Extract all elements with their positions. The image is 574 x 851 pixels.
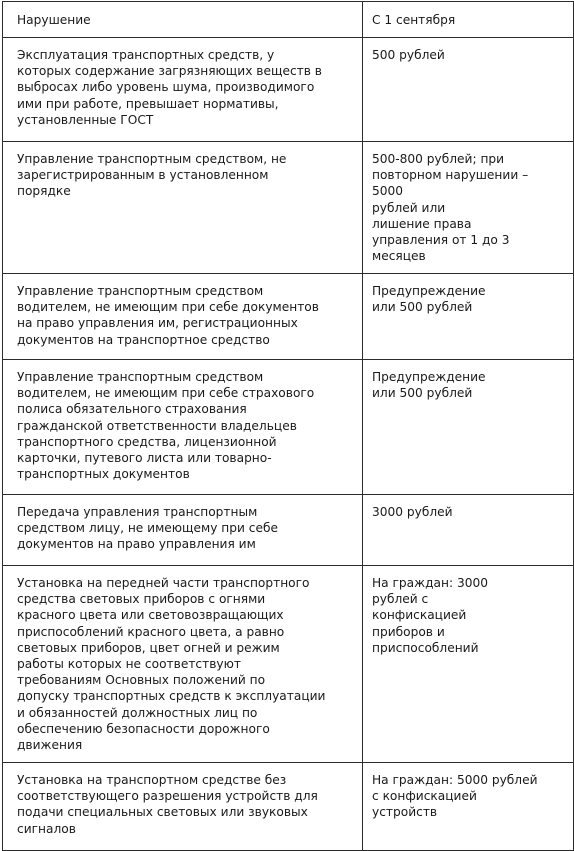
- table-header-row: [3, 2, 574, 38]
- fine-cell: 500-800 рублей; при повторном нарушении – 5000 рублей или лишение права управления от 1 до 3 месяцев: [363, 142, 574, 274]
- violation-cell: Установка на передней части транспортного средства световых приборов с огнями красного цвета или световозвращающих приспособлений красного цвета, а равно световых приборов, цвет огней и режим работы которых не соответствуют требованиям Основных положений по допуску транспортных средств к эксплуатации и обязанностей должностных лиц по обеспечению безопасности дорожного движения: [3, 566, 363, 763]
- violation-cell: Управление транспортным средством водителем, не имеющим при себе страхового полиса обязательного страхования гражданской ответственности владельцев транспортного средства, лицензионной карточки, путевого листа или товарно- транспортных документов: [3, 360, 363, 495]
- fine-cell: На граждан: 3000 рублей с конфискацией приборов и приспособлений: [363, 566, 574, 763]
- fine-cell: На граждан: 5000 рублей с конфискацией устройств: [363, 763, 574, 851]
- table-row: [3, 38, 574, 142]
- fine-cell: 500 рублей: [363, 38, 574, 142]
- header-violation: Нарушение: [3, 2, 363, 38]
- violation-cell: Управление транспортным средством водителем, не имеющим при себе документов на право управления им, регистрационных документов на транспортное средство: [3, 274, 363, 360]
- table-row: [3, 495, 574, 566]
- table-row: [3, 763, 574, 851]
- violation-cell: Передача управления транспортным средством лицу, не имеющему при себе документов на право управления им: [3, 495, 363, 566]
- violation-cell: Управление транспортным средством, не зарегистрированным в установленном порядке: [3, 142, 363, 274]
- table-row: [3, 360, 574, 495]
- fines-table: [2, 1, 574, 851]
- header-fine: С 1 сентября: [363, 2, 574, 38]
- fine-cell: Предупреждение или 500 рублей: [363, 274, 574, 360]
- fine-cell: 3000 рублей: [363, 495, 574, 566]
- violation-cell: Эксплуатация транспортных средств, у которых содержание загрязняющих веществ в выбросах либо уровень шума, производимого ими при работе, превышает нормативы, установленные ГОСТ: [3, 38, 363, 142]
- violation-cell: Установка на транспортном средстве без соответствующего разрешения устройств для подачи специальных световых или звуковых сигналов: [3, 763, 363, 851]
- table-row: [3, 274, 574, 360]
- table-row: [3, 142, 574, 274]
- fine-cell: Предупреждение или 500 рублей: [363, 360, 574, 495]
- table-row: [3, 566, 574, 763]
